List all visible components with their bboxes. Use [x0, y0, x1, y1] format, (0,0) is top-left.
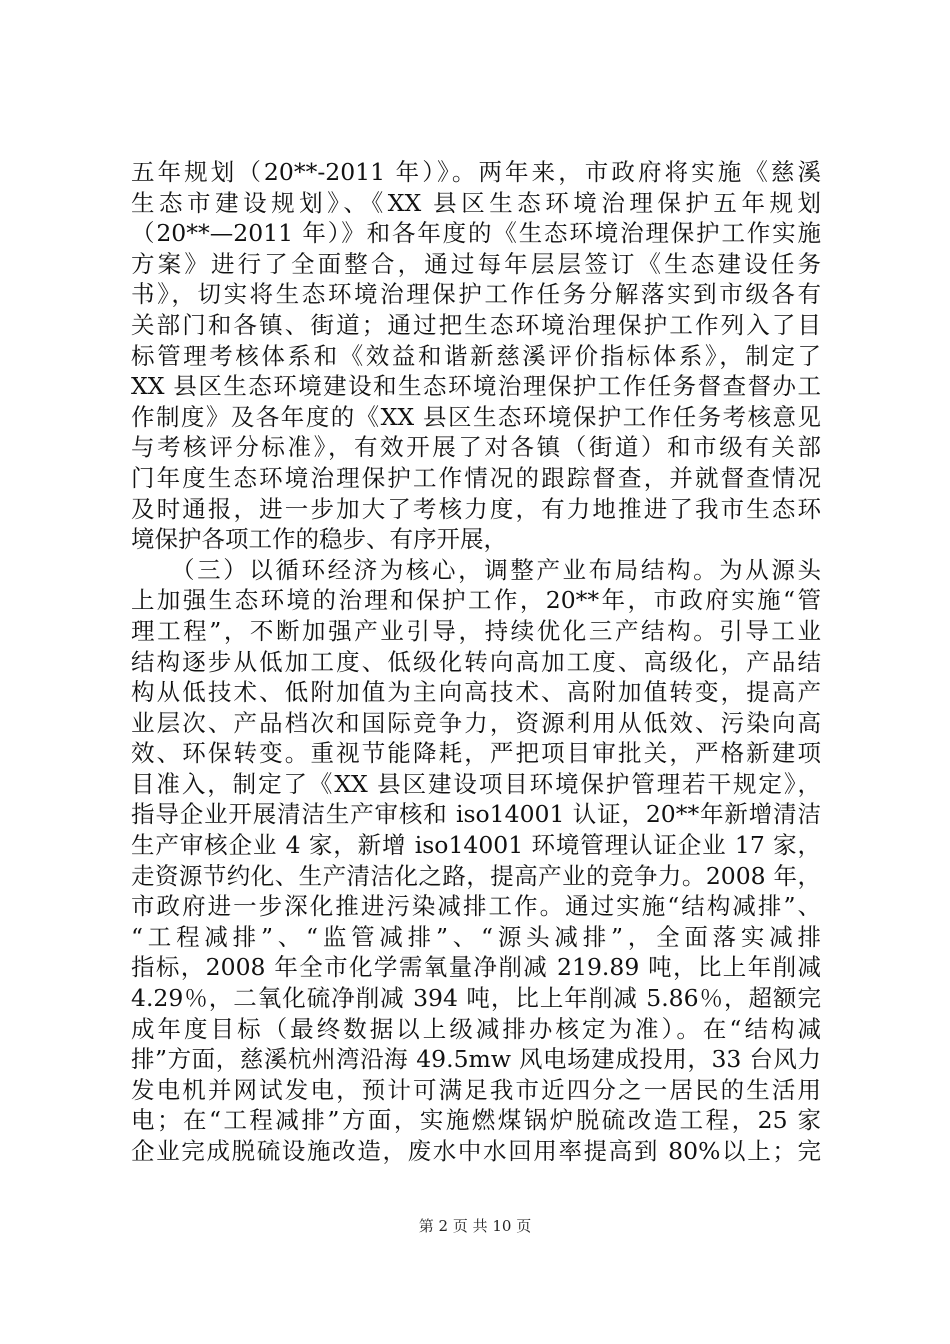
- text-line: 及时通报，进一步加大了考核力度，有力地推进了我市生态环: [131, 494, 821, 523]
- text-line: 门年度生态环境治理保护工作情况的跟踪督查，并就督查情况: [131, 463, 821, 492]
- text-line: 理工程”，不断加强产业引导，持续优化三产结构。引导工业: [131, 616, 821, 645]
- page-footer: 第 2 页 共 10 页: [418, 1217, 532, 1235]
- text-line: 4.29％，二氧化硫净削减 394 吨，比上年削减 5.86％，超额完: [131, 984, 821, 1013]
- text-line: 市政府进一步深化推进污染减排工作。通过实施“结构减排”、: [131, 892, 821, 921]
- text-line: 方案》进行了全面整合，通过每年层层签订《生态建设任务: [131, 249, 821, 278]
- text-line: 五年规划（20**-2011 年）》。两年来，市政府将实施《慈溪: [131, 158, 821, 186]
- text-line: 走资源节约化、生产清洁化之路，提高产业的竞争力。2008 年，: [131, 861, 821, 890]
- text-line: 发电机并网试发电，预计可满足我市近四分之一居民的生活用: [131, 1075, 821, 1104]
- text-line: XX 县区生态环境建设和生态环境治理保护工作任务督查督办工: [131, 372, 821, 401]
- text-line: 结构逐步从低加工度、低级化转向高加工度、高级化，产品结: [131, 647, 821, 676]
- text-line: 境保护各项工作的稳步、有序开展，: [131, 525, 507, 554]
- text-line: 效、环保转变。重视节能降耗，严把项目审批关，严格新建项: [131, 739, 821, 768]
- text-line: 生产审核企业 4 家，新增 iso14001 环境管理认证企业 17 家，: [131, 831, 821, 860]
- text-line: 目准入，制定了《XX 县区建设项目环境保护管理若干规定》，: [131, 769, 821, 798]
- text-line: 关部门和各镇、街道；通过把生态环境治理保护工作列入了目: [131, 310, 821, 339]
- text-line: 生态市建设规划》、《XX 县区生态环境治理保护五年规划: [131, 188, 821, 217]
- text-line: 业层次、产品档次和国际竞争力，资源利用从低效、污染向高: [131, 708, 821, 737]
- text-line: 构从低技术、低附加值为主向高技术、高附加值转变，提高产: [131, 678, 821, 707]
- text-line: 作制度》及各年度的《XX 县区生态环境保护工作任务考核意见: [131, 402, 821, 431]
- document-body: [131, 157, 821, 1167]
- text-line: “工程减排”、“监管减排”、“源头减排”，全面落实减排: [131, 922, 821, 951]
- text-line: 上加强生态环境的治理和保护工作，20**年，市政府实施“管: [131, 586, 821, 615]
- text-line: 与考核评分标准》，有效开展了对各镇（街道）和市级有关部: [131, 433, 821, 462]
- text-line: 电；在“工程减排”方面，实施燃煤锅炉脱硫改造工程，25 家: [131, 1106, 821, 1135]
- text-line: （20**—2011 年）》和各年度的《生态环境治理保护工作实施: [131, 219, 821, 248]
- text-line: 排”方面，慈溪杭州湾沿海 49.5mw 风电场建成投用，33 台风力: [131, 1045, 821, 1074]
- text-line: 标管理考核体系和《效益和谐新慈溪评价指标体系》，制定了: [131, 341, 821, 370]
- text-line: 企业完成脱硫设施改造，废水中水回用率提高到 80%以上；完: [131, 1137, 821, 1165]
- text-line: 指导企业开展清洁生产审核和 iso14001 认证，20**年新增清洁: [131, 800, 821, 829]
- text-line: 书》，切实将生态环境治理保护工作任务分解落实到市级各有: [131, 280, 821, 309]
- text-line: 指标，2008 年全市化学需氧量净削减 219.89 吨，比上年削减: [131, 953, 821, 982]
- text-line: 成年度目标（最终数据以上级减排办核定为准）。在“结构减: [131, 1014, 821, 1043]
- text-line: （三）以循环经济为核心，调整产业布局结构。为从源头: [171, 555, 821, 584]
